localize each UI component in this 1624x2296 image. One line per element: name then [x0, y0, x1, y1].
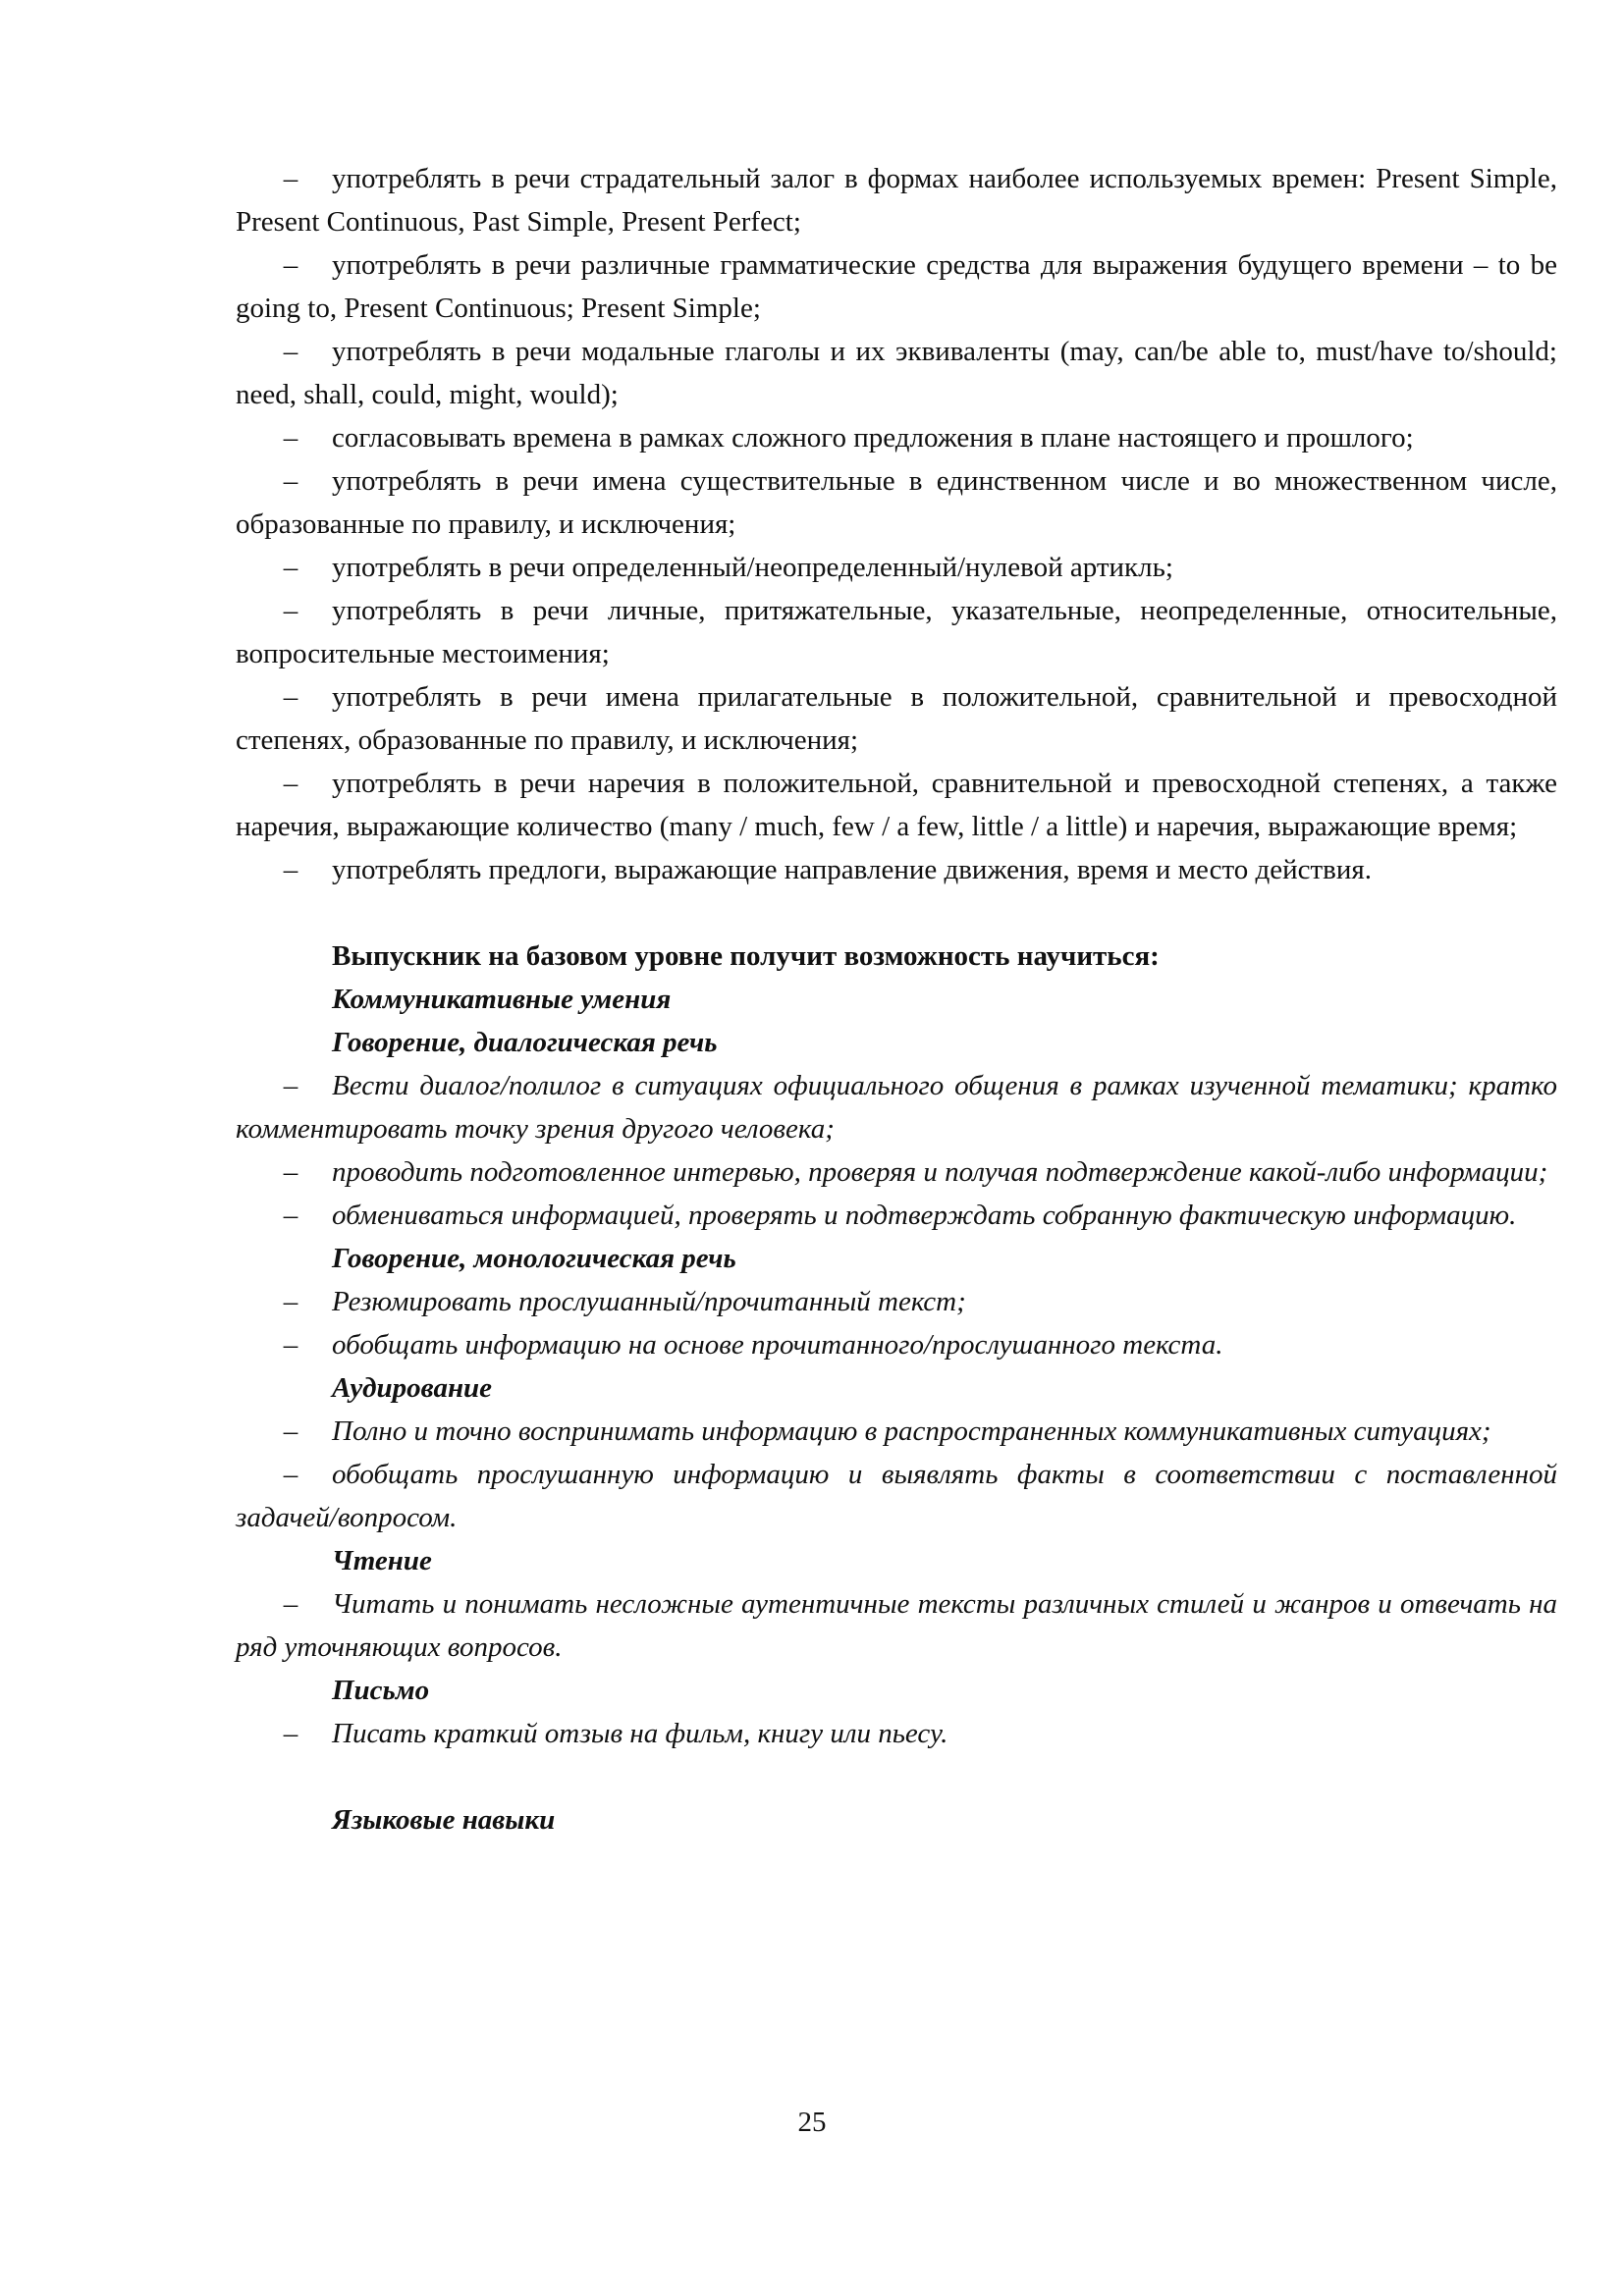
list-item: – обмениваться информацией, проверять и подтверждать собранную фактическую информацию. — [236, 1194, 1557, 1237]
list-item: – употреблять в речи имена существительные в единственном числе и во множественном числе, образованные по правилу, и исключения; — [236, 459, 1557, 546]
subsection-heading-communicative: Коммуникативные умения — [332, 984, 672, 1015]
list-item: – употреблять в речи определенный/неопределенный/нулевой артикль; — [236, 546, 1557, 589]
bullet-dash: – — [283, 854, 298, 885]
bullet-dash: – — [283, 1415, 298, 1447]
spacer — [236, 1755, 1557, 1798]
list-item: – Писать краткий отзыв на фильм, книгу или пьесу. — [236, 1712, 1557, 1755]
bullet-dash: – — [283, 465, 298, 497]
list-item: – обобщать прослушанную информацию и выявлять факты в соответствии с поставленной задачей/вопросом. — [236, 1453, 1557, 1539]
bullet-dash: – — [283, 163, 298, 194]
bullet-dash: – — [283, 336, 298, 367]
heading-language-skills: Языковые навыки — [332, 1804, 556, 1836]
document-page — [236, 157, 1557, 1842]
list-item: – Резюмировать прослушанный/прочитанный текст; — [236, 1280, 1557, 1323]
list-item: – употреблять в речи различные грамматические средства для выражения будущего времени – to be going to, Present Continuous; Present Simple; — [236, 243, 1557, 330]
list-item: – употреблять предлоги, выражающие направление движения, время и место действия. — [236, 848, 1557, 891]
heading-writing: Письмо — [332, 1675, 430, 1706]
bullet-dash: – — [283, 595, 298, 626]
list-item: – употреблять в речи страдательный залог в формах наиболее используемых времен: Present Simple, Present Continuous, Past Simple, Present Perfect; — [236, 157, 1557, 243]
bullet-dash: – — [283, 1329, 298, 1361]
list-item: – согласовывать времена в рамках сложного предложения в плане настоящего и прошлого; — [236, 416, 1557, 459]
list-item: – обобщать информацию на основе прочитанного/прослушанного текста. — [236, 1323, 1557, 1366]
list-item: – Вести диалог/полилог в ситуациях официального общения в рамках изученной тематики; кратко комментировать точку зрения другого человека; — [236, 1064, 1557, 1150]
bullet-dash: – — [283, 422, 298, 454]
spacer — [236, 891, 1557, 934]
bullet-dash: – — [283, 1459, 298, 1490]
bullet-dash: – — [283, 1718, 298, 1749]
bullet-dash: – — [283, 1588, 298, 1620]
bullet-dash: – — [283, 552, 298, 583]
heading-reading: Чтение — [332, 1545, 432, 1576]
section-heading: Выпускник на базовом уровне получит возможность научиться: — [332, 940, 1160, 972]
list-item: – проводить подготовленное интервью, проверяя и получая подтверждение какой-либо информации; — [236, 1150, 1557, 1194]
heading-monologue: Говорение, монологическая речь — [332, 1243, 736, 1274]
bullet-dash: – — [283, 249, 298, 281]
list-item: – употреблять в речи личные, притяжательные, указательные, неопределенные, относительные, вопросительные местоимения; — [236, 589, 1557, 675]
bullet-dash: – — [283, 768, 298, 799]
bullet-dash: – — [283, 681, 298, 713]
list-item: – Читать и понимать несложные аутентичные тексты различных стилей и жанров и отвечать на ряд уточняющих вопросов. — [236, 1582, 1557, 1669]
heading-dialogue: Говорение, диалогическая речь — [332, 1027, 718, 1058]
bullet-dash: – — [283, 1200, 298, 1231]
list-item: – употреблять в речи модальные глаголы и их эквиваленты (may, can/be able to, must/have to/should; need, shall, could, might, would); — [236, 330, 1557, 416]
bullet-dash: – — [283, 1286, 298, 1317]
bullet-dash: – — [283, 1070, 298, 1101]
bullet-dash: – — [283, 1156, 298, 1188]
list-item: – употреблять в речи наречия в положительной, сравнительной и превосходной степенях, а также наречия, выражающие количество (many / much, few / a few, little / a little) и наречия, выражающие время; — [236, 762, 1557, 848]
list-item: – Полно и точно воспринимать информацию в распространенных коммуникативных ситуациях; — [236, 1410, 1557, 1453]
heading-listening: Аудирование — [332, 1372, 493, 1404]
list-item: – употреблять в речи имена прилагательные в положительной, сравнительной и превосходной степенях, образованные по правилу, и исключения; — [236, 675, 1557, 762]
page-number: 25 — [797, 2107, 827, 2138]
